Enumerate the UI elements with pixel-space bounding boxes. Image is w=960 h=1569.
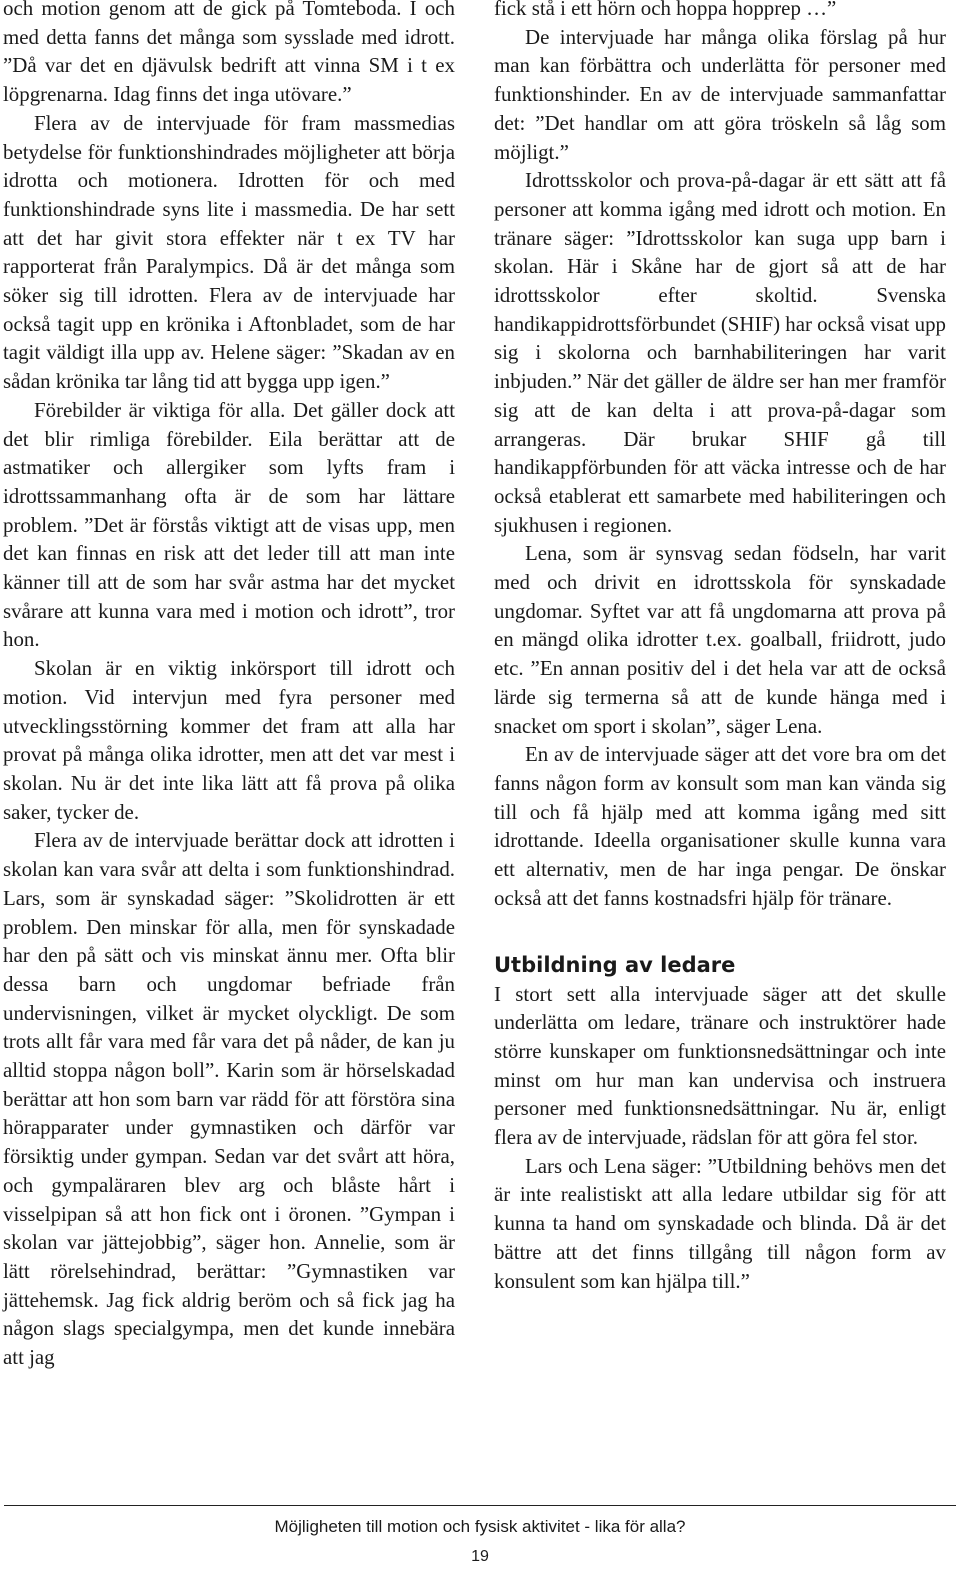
paragraph: Förebilder är viktiga för alla. Det gäller dock att det blir rimliga förebilder. Eila berättar att de astmatiker och allergiker som lyfts fram i idrottssammanhang ofta är de som har lättare problem. ”Det är förstås viktigt att de visas upp, men det kan finnas en risk att det leder till att man inte känner till att de som har svår astma har det mycket svårare att kunna vara med i motion och idrott”, tror hon. [3,397,455,652]
footer-divider [4,1505,956,1506]
paragraph: En av de intervjuade säger att det vore bra om det fanns någon form av konsult som man kan vända sig till och få hjälp med att komma igång med sitt idrottande. Ideella organisationer skulle kunna vara ett alternativ, men de har inga pengar. De önskar också att det fanns kostnadsfri hjälp för tränare. [494,742,946,910]
paragraph: fick stå i ett hörn och hoppa hopprep …” [494,0,837,20]
paragraph: I stort sett alla intervjuade säger att det skulle underlätta om ledare, tränare och instruktörer hade större kunskaper om funktionsnedsättningar och inte minst om hur man kan undervisa och instruera personer med funktionsnedsättningar. Nu är, enligt flera av de intervjuade, rädslan för att göra fel stor. [494,981,946,1150]
paragraph: De intervjuade har många olika förslag på hur man kan förbättra och underlätta för personer med funktionshinder. En av de intervjuade sammanfattar det: ”Det handlar om att göra tröskeln så låg som möjligt.” [494,24,946,164]
paragraph: och motion genom att de gick på Tomteboda. I och med detta fanns det många som sysslade med idrott. ”Då var det en djävulsk bedrift att vinna SM i t ex löpgrenarna. Idag finns det inga utövare.” [3,0,455,107]
paragraph: Flera av de intervjuade för fram massmedias betydelse för funktionshindrades möjligheter att börja idrotta och motionera. Idrotten för och med funktionshindrade syns lite i massmedia. De har sett att det har givit stora effekter när t ex TV har rapporterat från Paralympics. Då är det många som söker sig till idrotten. Flera av de intervjuade har också tagit upp en krönika i Aftonbladet, som de har tagit väldigt illa upp av. Helene säger: ”Skadan av en sådan krönika tar lång tid att bygga upp igen.” [3,110,455,394]
paragraph: Flera av de intervjuade berättar dock att idrotten i skolan kan vara svår att delta i som funktionshindrad. Lars, som är synskadad säger: ”Skolidrotten är ett problem. Den minskar för alla, men för synskadade har den på sätt och vis minskat ännu mer. Ofta blir dessa barn och ungdomar befriade från undervisningen, vilket är mycket olyckligt. De som trots allt får vara med får vara det på nåder, de kan ju alltid stoppa någon boll”. Karin som är hörselskadad berättar att hon som barn var rädd för att förstöra sina hörapparater under gymnastiken och därför var försiktig under gympan. Sedan var det svårt att höra, och gympaläraren blev arg och blåste hårt i visselpipan så att hon fick ont i öronen. ”Gympan i skolan var jättejobbig”, säger hon. Annelie, som är lätt rörelsehindrad, berättar: ”Gymnastiken var jättehemsk. Jag fick aldrig beröm och så fick jag ha någon slags specialgympa, men det kunde innebära att jag [3,828,455,1370]
paragraph: Idrottsskolor och prova-på-dagar är ett sätt att få personer att komma igång med idrott och motion. En tränare säger: ”Idrottsskolor kan suga upp barn i skolan. Här i Skåne har de gjort så att de har idrottsskolor efter skoltid. Svenska handikappidrottsförbundet (SHIF) har också visat upp sig i skolorna och barnhabiliteringen har varit inbjuden.” När det gäller de äldre ser han mer framför sig att de kan delta i att prova-på-dagar som arrangeras. Där brukar SHIF gå till handikappförbunden för att väcka intresse och de har också etablerat ett samarbete med habiliteringen och sjukhusen i regionen. [494,168,946,537]
section-heading: Utbildning av ledare [494,952,736,977]
paragraph: Skolan är en viktig inkörsport till idrott och motion. Vid intervjun med fyra personer med utvecklingsstörning kommer det fram att alla har provat på många olika idrotter, men att det var mest i skolan. Nu är det inte lika lätt att få prova på olika saker, tycker de. [3,656,455,824]
paragraph: Lars och Lena säger: ”Utbildning behövs men det är inte realistiskt att alla ledare utbildar sig för att kunna ta hand om synskadade och blinda. Då är det bättre att det finns tillgång till någon form av konsulent som kan hjälpa till.” [494,1153,946,1293]
page-number: 19 [471,1548,489,1565]
left-text-column [3,0,455,1372]
right-text-column [494,0,946,1295]
footer-running-title: Möjligheten till motion och fysisk aktivitet - lika för alla? [274,1517,686,1536]
paragraph: Lena, som är synsvag sedan födseln, har varit med och drivit en idrottsskola för synskadade ungdomar. Syftet var att få ungdomarna att prova på en mängd olika idrotter t.ex. goalball, friidrott, judo etc. ”En annan positiv del i det hela var att de också lärde sig termerna så att de kunde hänga med i snacket om sport i skolan”, säger Lena. [494,541,946,738]
